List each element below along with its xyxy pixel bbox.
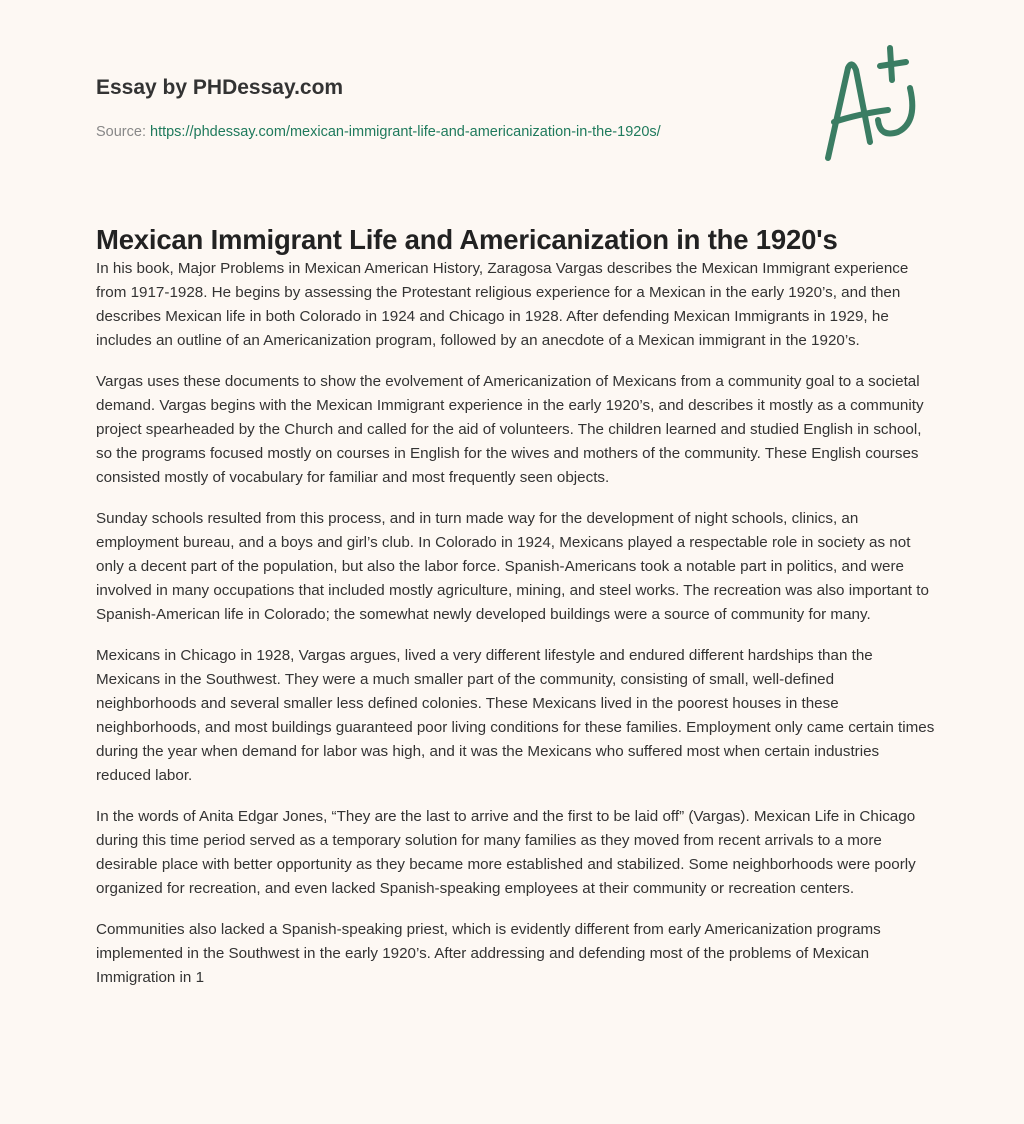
- brand-heading: Essay by PHDessay.com: [96, 76, 344, 99]
- essay-body: [96, 257, 936, 1007]
- paragraph: Vargas uses these documents to show the evolvement of Americanization of Mexicans from a community goal to a societal demand. Vargas begins with the Mexican Immigrant experience in the early 1920’s, and describes it mostly as a community project spearheaded by the Church and called for the aid of volunteers. The children learned and studied English in school, so the programs focused mostly on courses in English for the wives and mothers of the community. These English courses consisted mostly of vocabulary for familiar and most frequently seen objects.: [96, 373, 924, 486]
- source-link[interactable]: https://phdessay.com/mexican-immigrant-life-and-americanization-in-the-1920s/: [150, 124, 661, 140]
- paragraph: Sunday schools resulted from this process, and in turn made way for the development of night schools, clinics, an employment bureau, and a boys and girl’s club. In Colorado in 1924, Mexicans played a respectable role in society as not only a decent part of the population, but also the labor force. Spanish-Americans took a notable part in politics, and were involved in many occupations that included mostly agriculture, mining, and steel works. The recreation was also important to Spanish-American life in Colorado; the somewhat newly developed buildings were a source of community for many.: [96, 510, 929, 623]
- paragraph: In the words of Anita Edgar Jones, “They are the last to arrive and the first to be laid off” (Vargas). Mexican Life in Chicago during this time period served as a temporary solution for many families as they moved from recent arrivals to a more desirable place with better opportunity as they became more established and stabilized. Some neighborhoods were poorly organized for recreation, and even lacked Spanish-speaking employees at their community or recreation centers.: [96, 808, 916, 897]
- paragraph: Mexicans in Chicago in 1928, Vargas argues, lived a very different lifestyle and endured different hardships than the Mexicans in the Southwest. They were a much smaller part of the community, consisting of small, well-defined neighborhoods and several smaller less defined colonies. These Mexicans lived in the poorest houses in these neighborhoods, and most buildings guaranteed poor living conditions for these families. Employment only came certain times during the year when demand for labor was high, and it was the Mexicans who suffered most when certain industries reduced labor.: [96, 647, 935, 784]
- source-label: Source:: [96, 124, 150, 140]
- essay-title: Mexican Immigrant Life and Americanization in the 1920's: [96, 224, 838, 255]
- a-plus-logo-icon: [818, 40, 928, 165]
- essay-header: [96, 76, 661, 140]
- paragraph: In his book, Major Problems in Mexican American History, Zaragosa Vargas describes the Mexican Immigrant experience from 1917-1928. He begins by assessing the Protestant religious experience for a Mexican in the early 1920’s, and then describes Mexican life in both Colorado in 1924 and Chicago in 1928. After defending Mexican Immigrants in 1929, he includes an outline of an Americanization program, followed by an anecdote of a Mexican immigrant in the 1920’s.: [96, 260, 909, 349]
- paragraph: Communities also lacked a Spanish-speaking priest, which is evidently different from early Americanization programs implemented in the Southwest in the early 1920’s. After addressing and defending most of the problems of Mexican Immigration in 1: [96, 921, 881, 986]
- source-line: [96, 124, 661, 140]
